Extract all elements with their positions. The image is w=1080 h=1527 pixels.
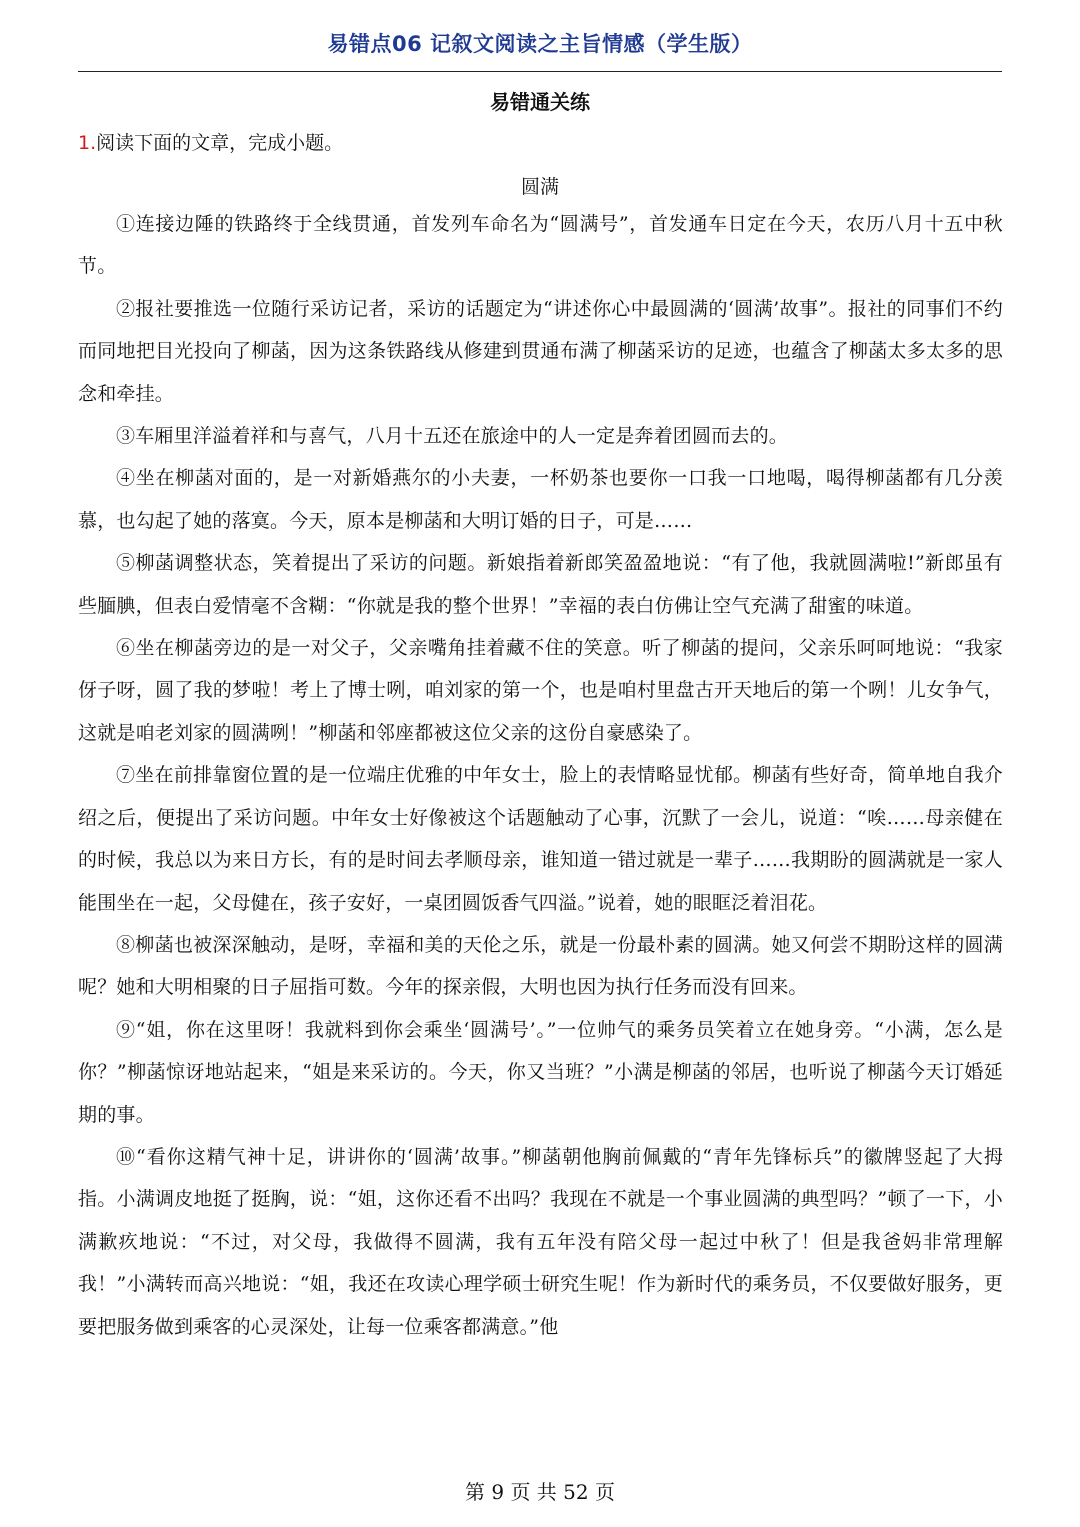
paragraph-9: ⑨“姐，你在这里呀！我就料到你会乘坐‘圆满号’。”一位帅气的乘务员笑着立在她身旁。“小满，怎么是你？”柳菡惊讶地站起来，“姐是来采访的。今天，你又当班？”小满是柳菡的邻居，也听说了柳菡今天订婚延期的事。 [78,1018,1003,1126]
paragraph-10: ⑩“看你这精气神十足，讲讲你的‘圆满’故事。”柳菡朝他胸前佩戴的“青年先锋标兵”的徽牌竖起了大拇指。小满调皮地挺了挺胸，说：“姐，这你还看不出吗？我现在不就是一个事业圆满的典型吗？”顿了一下，小满歉疚地说：“不过，对父母，我做得不圆满，我有五年没有陪父母一起过中秋了！但是我爸妈非常理解我！”小满转而高兴地说：“姐，我还在攻读心理学硕士研究生呢！作为新时代的乘务员，不仅要做好服务，更要把服务做到乘客的心灵深处，让每一位乘客都满意。”他 [78,1145,1003,1338]
question-text: 阅读下面的文章，完成小题。 [96,132,344,154]
document-header-title: 易错点06 记叙文阅读之主旨情感（学生版） [327,32,753,56]
paragraph-5: ⑤柳菡调整状态，笑着提出了采访的问题。新娘指着新郎笑盈盈地说：“有了他，我就圆满啦!”新郎虽有些腼腆，但表白爱情毫不含糊：“你就是我的整个世界！”幸福的表白仿佛让空气充满了甜蜜的味道。 [78,552,1003,617]
paragraph-8: ⑧柳菡也被深深触动，是呀，幸福和美的天伦之乐，就是一份最朴素的圆满。她又何尝不期盼这样的圆满呢？她和大明相聚的日子屈指可数。今年的探亲假，大明也因为执行任务而没有回来。 [78,933,1003,999]
question-number: 1. [78,132,97,154]
paragraph-1: ①连接边陲的铁路终于全线贯通，首发列车命名为“圆满号”，首发通车日定在今天，农历八月十五中秋节。 [78,213,1003,278]
page-number: 第 9 页 共 52 页 [465,1480,615,1504]
paragraph-3: ③车厢里洋溢着祥和与喜气，八月十五还在旅途中的人一定是奔着团圆而去的。 [116,425,789,448]
article-body [78,203,1003,1348]
paragraph-2: ②报社要推选一位随行采访记者，采访的话题定为“讲述你心中最圆满的‘圆满’故事”。报社的同事们不约而同地把目光投向了柳菡，因为这条铁路线从修建到贯通布满了柳菡采访的足迹，也蕴含了柳菡太多太多的思念和牵挂。 [78,297,1003,405]
article-title: 圆满 [520,176,559,198]
paragraph-6: ⑥坐在柳菡旁边的是一对父子，父亲嘴角挂着藏不住的笑意。听了柳菡的提问，父亲乐呵呵地说：“我家伢子呀，圆了我的梦啦！考上了博士咧，咱刘家的第一个，也是咱村里盘古开天地后的第一个咧！儿女争气，这就是咱老刘家的圆满咧！”柳菡和邻座都被这位父亲的这份自豪感染了。 [78,637,1003,744]
header-divider [78,71,1002,72]
paragraph-4: ④坐在柳菡对面的，是一对新婚燕尔的小夫妻，一杯奶茶也要你一口我一口地喝，喝得柳菡都有几分羡慕，也勾起了她的落寞。今天，原本是柳菡和大明订婚的日子，可是…… [78,467,1003,532]
section-title: 易错通关练 [490,90,590,114]
question-prompt [78,128,343,155]
paragraph-7: ⑦坐在前排靠窗位置的是一位端庄优雅的中年女士，脸上的表情略显忧郁。柳菡有些好奇，简单地自我介绍之后，便提出了采访问题。中年女士好像被这个话题触动了心事，沉默了一会儿，说道：“唉……母亲健在的时候，我总以为来日方长，有的是时间去孝顺母亲，谁知道一错过就是一辈子……我期盼的圆满就是一家人能围坐在一起，父母健在，孩子安好，一桌团圆饭香气四溢。”说着，她的眼眶泛着泪花。 [78,764,1003,914]
